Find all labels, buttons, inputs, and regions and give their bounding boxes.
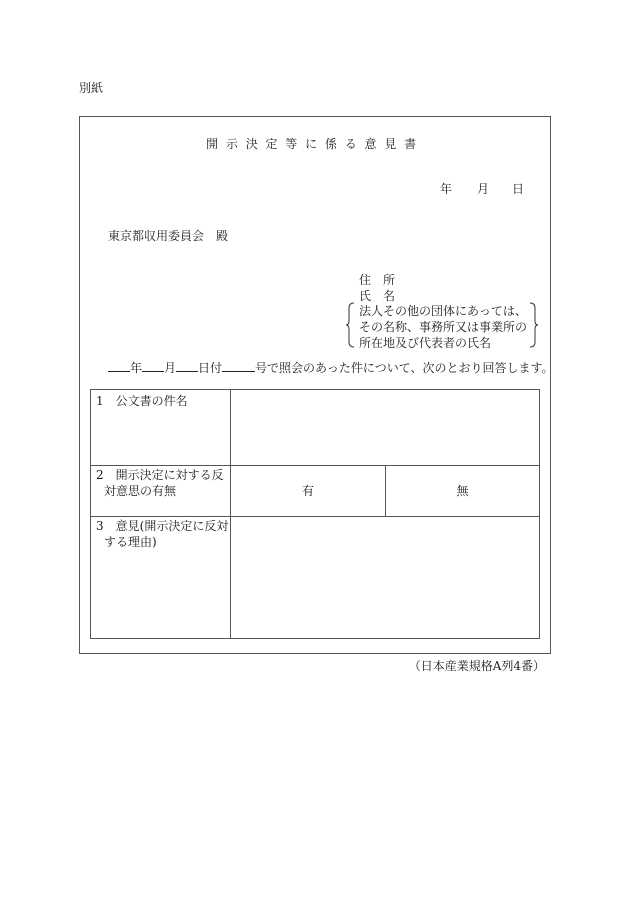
row-opinion-label — [96, 518, 228, 550]
option-yes[interactable] — [231, 466, 385, 516]
intro-year: 年 — [130, 361, 143, 375]
corporation-note-line: その名称、事務所又は事業所の — [359, 320, 528, 334]
date-year-label: 年 — [440, 182, 453, 196]
year-blank[interactable] — [108, 360, 130, 372]
date-month-label: 月 — [477, 182, 490, 196]
opinion-field[interactable] — [231, 517, 539, 638]
number-blank[interactable] — [222, 360, 255, 372]
right-bracket-icon — [529, 302, 538, 348]
form-title: 開示決定等に係る意見書 — [206, 137, 424, 151]
date-day-label: 日 — [512, 182, 525, 196]
response-table — [90, 389, 540, 639]
row-opinion-label-line: する理由) — [104, 535, 157, 549]
addressee: 東京都収用委員会 殿 — [108, 229, 229, 243]
row-objection-label-line: 2 開示決定に対する反 — [96, 468, 224, 482]
row-opinion-label-line: 3 意見(開示決定に反対 — [96, 519, 229, 533]
intro-text: 号で照会のあった件について、次のとおり回答します。 — [255, 361, 554, 375]
month-blank[interactable] — [142, 360, 164, 372]
corporation-note-line: 法人その他の団体にあっては、 — [359, 304, 527, 318]
intro-day: 日付 — [198, 361, 223, 375]
option-no[interactable] — [386, 466, 539, 516]
name-label: 氏 名 — [359, 289, 396, 303]
address-label: 住 所 — [359, 273, 396, 287]
corporation-note — [359, 303, 527, 351]
day-blank[interactable] — [176, 360, 198, 372]
option-yes-label: 有 — [301, 484, 314, 498]
attachment-label: 別紙 — [79, 81, 104, 95]
intro-sentence — [108, 360, 554, 376]
row-objection-label — [96, 467, 224, 499]
corporation-note-line: 所在地及び代表者の氏名 — [359, 336, 492, 350]
row-document-title-label: 1 公文書の件名 — [96, 394, 188, 408]
document-title-field[interactable] — [231, 390, 539, 465]
left-bracket-icon — [346, 302, 355, 348]
intro-month: 月 — [164, 361, 177, 375]
paper-size-note: （日本産業規格A列4番） — [408, 659, 545, 673]
option-no-label: 無 — [456, 484, 469, 498]
row-objection-label-line: 対意思の有無 — [104, 484, 177, 498]
